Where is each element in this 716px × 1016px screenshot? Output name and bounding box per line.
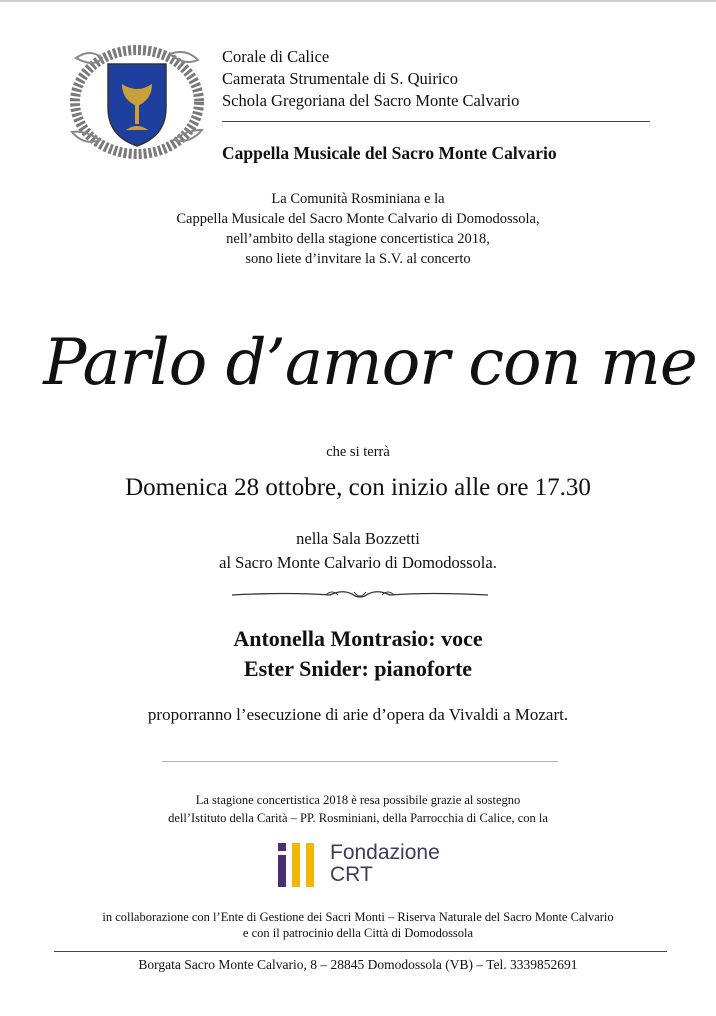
venue-line-1: nella Sala Bozzetti	[296, 529, 420, 548]
intro-line-3: nell’ambito della stagione concertistica 2018,	[226, 231, 490, 247]
venue-line-2: al Sacro Monte Calvario di Domodossola.	[219, 553, 497, 572]
sponsor-line-2: CRT	[330, 863, 373, 886]
support-note	[0, 791, 716, 827]
flourish-divider-icon	[230, 586, 490, 604]
org-line-2: Camerata Strumentale di S. Quirico	[222, 69, 458, 88]
program-description: proporranno l’esecuzione di arie d’opera da Vivaldi a Mozart.	[147, 705, 569, 724]
performers	[0, 624, 716, 684]
collab-line-2: e con il patrocinio della Città di Domodossola	[242, 926, 474, 940]
intro-line-4: sono liete d’invitare la S.V. al concerto	[245, 251, 471, 267]
intro-line-1: La Comunità Rosminiana e la	[271, 191, 445, 207]
invitation-intro	[0, 189, 716, 269]
performer-1: Antonella Montrasio: voce	[233, 626, 483, 651]
event-venue	[0, 527, 716, 575]
sponsor-name	[330, 842, 440, 886]
footer-divider	[54, 951, 667, 952]
chalice-emblem-icon	[66, 40, 208, 164]
sponsor-line-1: Fondazione	[330, 841, 440, 864]
org-line-3: Schola Gregoriana del Sacro Monte Calvario	[222, 91, 520, 110]
top-border	[0, 0, 716, 2]
section-separator	[162, 761, 558, 762]
concert-title: Parlo d’amor con me	[43, 326, 697, 400]
header-divider	[222, 121, 650, 122]
support-line-1: La stagione concertistica 2018 è resa possibile grazie al sostegno	[195, 793, 521, 807]
org-line-1: Corale di Calice	[222, 47, 330, 66]
collaboration-note	[0, 909, 716, 941]
fondazione-crt-logo	[278, 840, 448, 890]
support-line-2: dell’Istituto della Carità – PP. Rosminiani, della Parrocchia di Calice, con la	[168, 811, 548, 825]
collab-line-1: in collaborazione con l’Ente di Gestione dei Sacri Monti – Riserva Naturale del Sacro Monte Calvario	[102, 910, 614, 924]
performer-2: Ester Snider: pianoforte	[243, 656, 473, 681]
cappella-heading: Cappella Musicale del Sacro Monte Calvario	[222, 143, 557, 163]
event-lead: che si terrà	[326, 444, 390, 460]
intro-line-2: Cappella Musicale del Sacro Monte Calvario di Domodossola,	[176, 211, 540, 227]
footer-address: Borgata Sacro Monte Calvario, 8 – 28845 Domodossola (VB) – Tel. 3339852691	[138, 957, 578, 972]
event-date: Domenica 28 ottobre, con inizio alle ore 17.30	[125, 474, 591, 501]
crt-bars-icon	[278, 843, 320, 887]
